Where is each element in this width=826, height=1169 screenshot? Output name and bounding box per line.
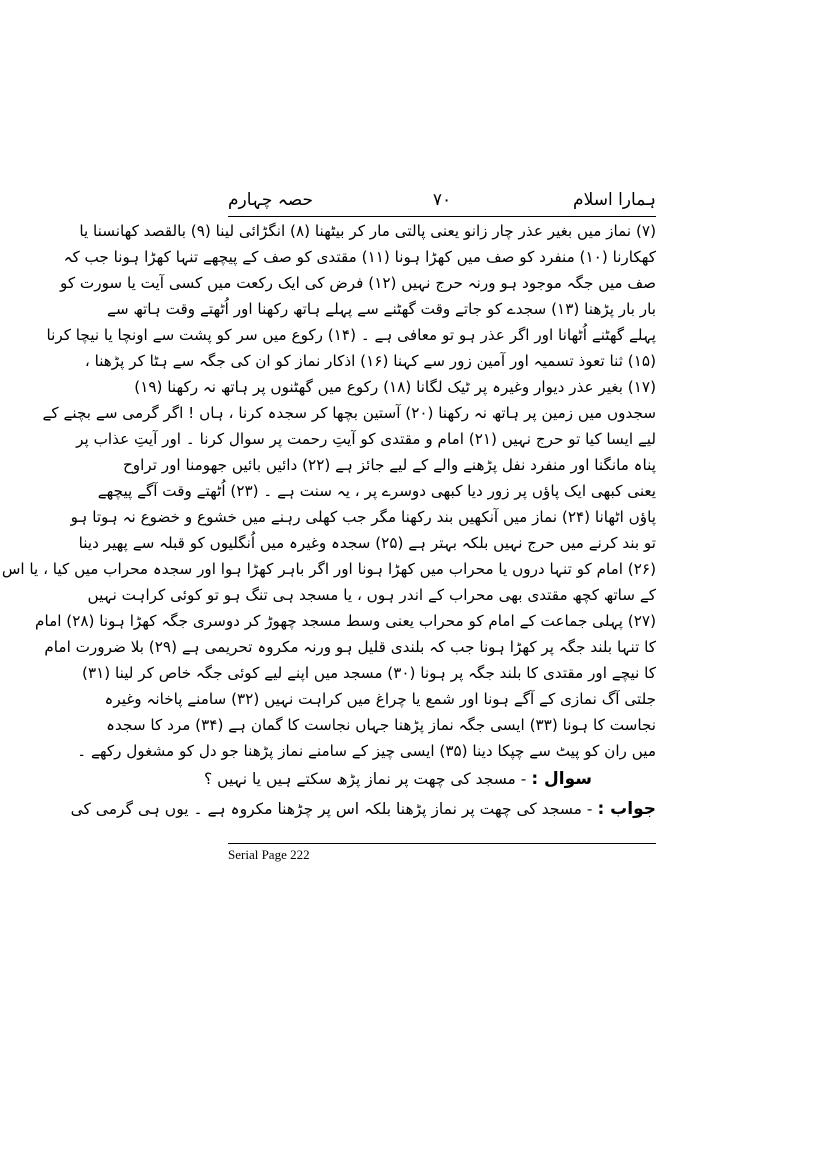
text-line: کا نیچے اور مقتدی کا بلند جگہ پر ہونا (۳۰) مسجد میں اپنے لیے کوئی جگہ خاص کر لینا (۳۱) <box>82 664 656 682</box>
text-line: نجاست کا ہونا (۳۳) ایسی جگہ نماز پڑھنا جہاں نجاست کا گمان ہے (۳۴) مرد کا سجدہ <box>106 716 656 734</box>
text-line: پاؤں اٹھانا (۲۴) نماز میں آنکھیں بند رکھنا مگر جب کھلی رہنے میں خشوع و خضوع نہ ہوتا ہو <box>70 508 656 526</box>
question-label: سوال : <box>531 769 592 789</box>
text-line: صف میں جگہ موجود ہو ورنہ حرج نہیں (۱۲) فرض کی ایک رکعت میں کسی آیت یا سورت کو <box>60 274 656 292</box>
book-title: ہمارا اسلام <box>573 190 656 210</box>
text-line: میں ران کو پیٹ سے چپکا دینا (۳۵) ایسی چیز کے سامنے نماز پڑھنا جو دل کو مشغول رکھے ۔ <box>77 742 656 760</box>
text-line: (۱۵) ثنا تعوذ تسمیہ اور آمین زور سے کہنا (۱۶) اذکار نماز کو ان کی جگہ سے ہٹا کر پڑھنا ، <box>84 352 656 370</box>
serial-page-footer: Serial Page 222 <box>228 847 310 862</box>
question-line <box>204 764 656 794</box>
footer-rule <box>228 843 656 844</box>
answer-text: - مسجد کی چھت پر نماز پڑھنا بلکہ اس پر چڑھنا مکروہ ہے ۔ یوں ہی گرمی کی <box>70 800 593 818</box>
text-line: (۲۶) امام کو تنہا دروں یا محراب میں کھڑا ہونا اور اگر باہر کھڑا ہوا اور سجدہ محراب میں کیا ، یا اس <box>1 560 656 578</box>
text-line: کا تنہا بلند جگہ پر کھڑا ہونا جب کہ بلندی قلیل ہو ورنہ مکروہ تحریمی ہے (۲۹) بلا ضرورت امام <box>44 638 656 656</box>
text-line: کے ساتھ کچھ مقتدی بھی محراب کے اندر ہوں ، یا مسجد ہی تنگ ہو تو کوئی کراہت نہیں <box>87 586 656 604</box>
text-line: پناہ مانگنا اور منفرد نفل پڑھنے والے کے لیے جائز ہے (۲۲) دائیں بائیں جھومنا اور تراوح <box>122 456 656 474</box>
question-text: - مسجد کی چھت پر نماز پڑھ سکتے ہیں یا نہیں ؟ <box>204 770 527 788</box>
text-line: تو بند کرنے میں حرج نہیں بلکہ بہتر ہے (۲۵) سجدہ وغیرہ میں اُنگلیوں کو قبلہ سے پھیر دینا <box>78 534 656 552</box>
text-line: کھکارنا (۱۰) منفرد کو صف میں کھڑا ہونا (۱۱) مقتدی کو صف کے پیچھے تنہا کھڑا ہونا جب کہ <box>63 248 656 266</box>
page-number: ۷۰ <box>432 190 452 210</box>
text-line: بار بار پڑھنا (۱۳) سجدے کو جاتے وقت گھٹنے سے پہلے ہاتھ رکھنا اور اُٹھتے وقت ہاتھ سے <box>107 300 656 318</box>
text-line: (۲۷) پہلی جماعت کے امام کو محراب یعنی وسط مسجد چھوڑ کر دوسری جگہ کھڑا ہونا (۲۸) امام <box>35 612 656 630</box>
text-line: (۱۷) بغیر عذر دیوار وغیرہ پر ٹیک لگانا (۱۸) رکوع میں گھٹنوں پر ہاتھ نہ رکھنا (۱۹) <box>134 378 656 396</box>
answer-label: جواب : <box>597 799 656 819</box>
text-line: لیے ایسا کیا تو حرج نہیں (۲۱) امام و مقتدی کو آیتِ رحمت پر سوال کرنا ۔ اور آیتِ عذاب پر <box>76 430 656 448</box>
text-line: (۷) نماز میں بغیر عذر چار زانو یعنی پالتی مار کر بیٹھنا (۸) انگڑائی لینا (۹) بالقصد کھانسنا یا <box>79 222 656 240</box>
header-rule <box>228 216 656 217</box>
answer-line <box>70 794 656 824</box>
book-page <box>1 186 656 894</box>
text-line: یعنی کبھی ایک پاؤں پر زور دیا کبھی دوسرے پر ، یہ سنت ہے ۔ (۲۳) اُٹھتے وقت آگے پیچھے <box>97 482 656 500</box>
text-line: پہلے گھٹنے اُٹھانا اور اگر عذر ہو تو معافی ہے ۔ (۱۴) رکوع میں سر کو پشت سے اونچا یا نیچا کرنا <box>46 326 656 344</box>
text-line: سجدوں میں زمین پر ہاتھ نہ رکھنا (۲۰) آستین بچھا کر سجدہ کرنا ، ہاں ! اگر گرمی سے بچنے کے <box>42 404 656 422</box>
body-text <box>1 218 656 824</box>
text-line: جلتی آگ نمازی کے آگے ہونا اور شمع یا چراغ میں کراہت نہیں (۳۲) سامنے پاخانہ وغیرہ <box>104 690 656 708</box>
part-label: حصہ چہارم <box>228 190 313 210</box>
running-header <box>228 186 656 214</box>
